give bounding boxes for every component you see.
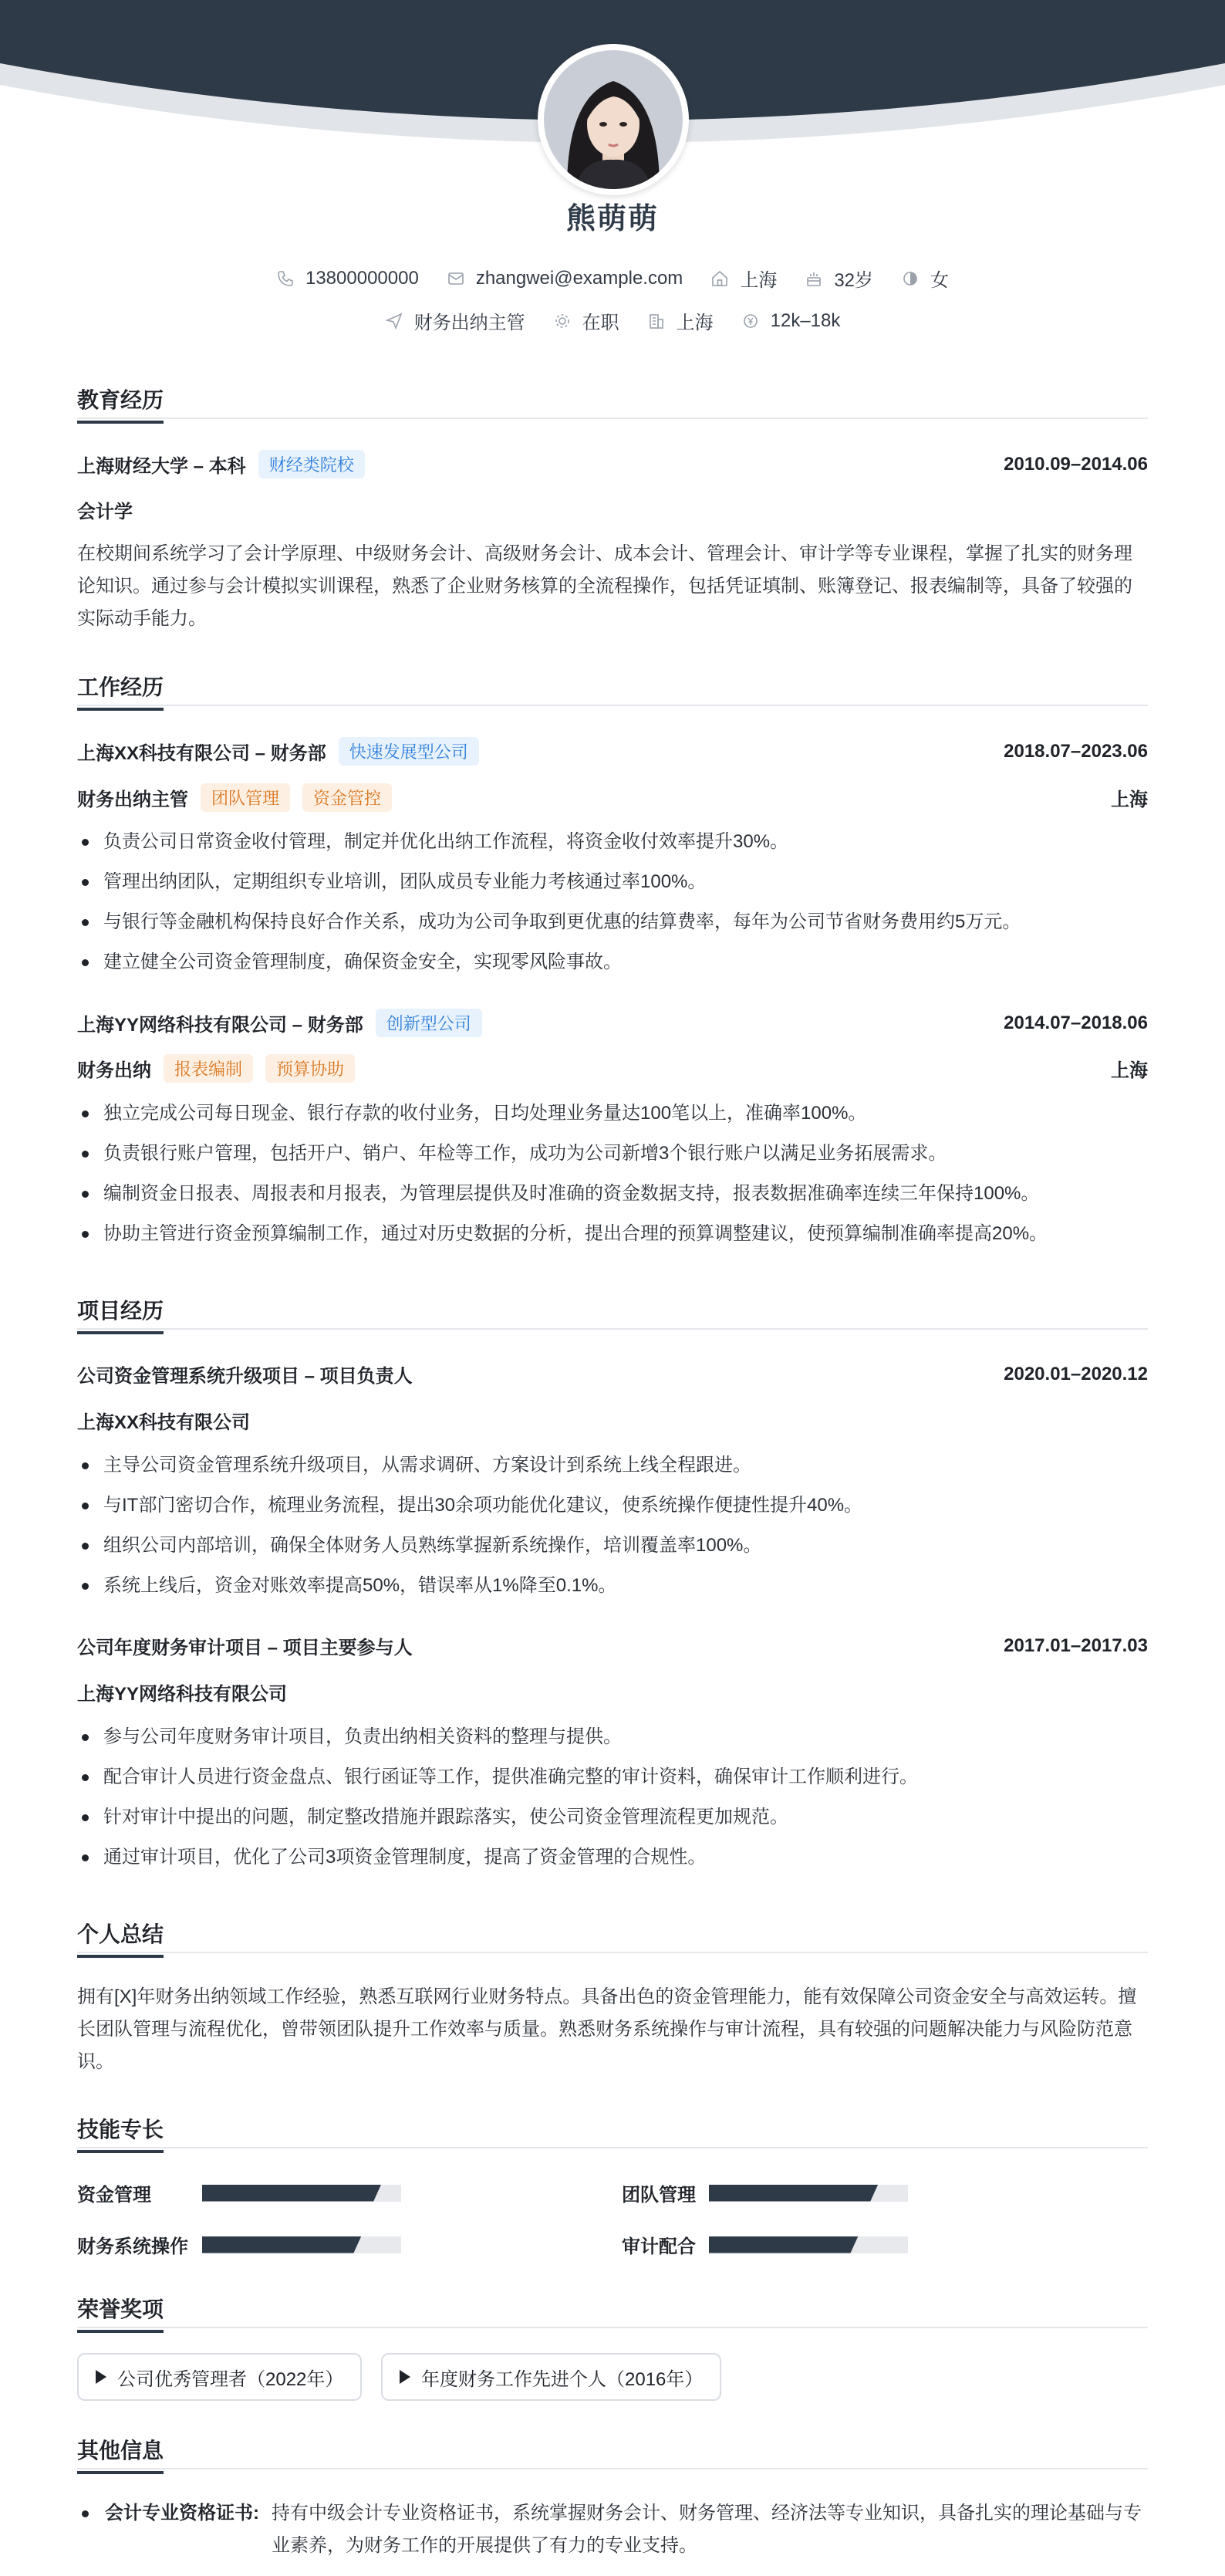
skill-bar (709, 2185, 908, 2202)
section-title-awards: 荣誉奖项 (77, 2293, 164, 2324)
work-position: 财务出纳主管 (77, 789, 188, 810)
education-header (77, 450, 1148, 478)
list-item: 主导公司资金管理系统升级项目，从需求调研、方案设计到系统上线全程跟进。 (77, 1445, 1148, 1486)
section-divider (77, 418, 1148, 419)
skill-tag: 资金管控 (302, 783, 392, 812)
email-text: zhangwei@example.com (475, 267, 683, 289)
school-degree: 上海财经大学 – 本科 (77, 456, 246, 477)
city-text: 上海 (740, 270, 778, 291)
skill-bar-fill (709, 2185, 878, 2202)
job-title-item (385, 307, 525, 334)
project-company-row (77, 1678, 1148, 1706)
list-item: 负责公司日常资金收付管理，制定并优化出纳工作流程，将资金收付效率提升30%。 (77, 822, 1148, 862)
home-icon (710, 269, 729, 288)
skill-item (622, 2179, 908, 2206)
status-text: 在职 (582, 313, 619, 333)
section-divider (77, 2327, 1148, 2328)
project-bullets (77, 1445, 1148, 1606)
section-divider (77, 2468, 1148, 2470)
list-item: 管理出纳团队，定期组织专业培训，团队成员专业能力考核通过率100%。 (77, 862, 1148, 902)
skill-bar (202, 2236, 401, 2253)
job-title-text: 财务出纳主管 (413, 313, 525, 333)
project-header (77, 1361, 1148, 1388)
list-item: 协助主管进行资金预算编制工作，通过对历史数据的分析，提出合理的预算调整建议，使预算编制准确率提高20%。 (77, 1214, 1148, 1254)
phone-icon (276, 269, 295, 288)
section-divider (77, 705, 1148, 706)
city-item (710, 265, 777, 292)
list-item: 参与公司年度财务审计项目，负责出纳相关资料的整理与提供。 (77, 1717, 1148, 1757)
award-text: 年度财务工作先进个人（2016年） (421, 2368, 704, 2390)
contact-info-row (0, 265, 1225, 292)
list-item: 独立完成公司每日现金、银行存款的收付业务，日均处理业务量达100笔以上，准确率100%。 (77, 1094, 1148, 1134)
education-date: 2010.09–2014.06 (1004, 453, 1148, 475)
bullet-dot (82, 2510, 89, 2517)
section-title-skills: 技能专长 (77, 2113, 164, 2144)
section-divider (77, 1952, 1148, 1953)
list-item: 配合审计人员进行资金盘点、银行函证等工作，提供准确完整的审计资料，确保审计工作顺利进行。 (77, 1757, 1148, 1797)
play-icon (96, 2370, 106, 2384)
education-major: 会计学 (77, 502, 133, 522)
email-item (447, 268, 683, 289)
project-company: 上海YY网络科技有限公司 (77, 1684, 288, 1705)
section-title-projects: 项目经历 (77, 1294, 164, 1325)
section-title-work: 工作经历 (77, 671, 164, 701)
skill-name: 财务系统操作 (77, 2236, 188, 2257)
job-intent-row (0, 307, 1225, 334)
gender-item (901, 265, 949, 292)
skill-name: 团队管理 (622, 2185, 696, 2206)
gender-text: 女 (930, 270, 950, 291)
salary-item (741, 310, 841, 332)
list-item: 与IT部门密切合作，梳理业务流程，提出30余项功能优化建议，使系统操作便捷性提升40%。 (77, 1486, 1148, 1526)
target-city-text: 上海 (676, 313, 714, 333)
project-bullets (77, 1717, 1148, 1878)
phone-item (276, 268, 419, 289)
summary-text: 拥有[X]年财务出纳领域工作经验，熟悉互联网行业财务特点。具备出色的资金管理能力，能有效保障公司资金安全与高效运转。擅长团队管理与流程优化，曾带领团队提升工作效率与质量。熟悉财务系统操作与审计流程，具有较强的问题解决能力与风险防范意识。 (77, 1986, 1137, 2072)
section-title-other: 其他信息 (77, 2434, 164, 2465)
work-date: 2018.07–2023.06 (1004, 740, 1148, 762)
candidate-name: 熊萌萌 (565, 203, 659, 235)
section-title-summary: 个人总结 (77, 1918, 164, 1949)
phone-text: 13800000000 (305, 267, 419, 289)
work-position-row (77, 1054, 1148, 1083)
skill-bar (202, 2185, 401, 2202)
skill-item (77, 2231, 401, 2258)
skill-bar-fill (709, 2236, 859, 2253)
skill-item (77, 2179, 401, 2206)
work-header (77, 1009, 1148, 1037)
list-item: 编制资金日报表、周报表和月报表，为管理层提供及时准确的资金数据支持，报表数据准确率连续三年保持100%。 (77, 1174, 1148, 1214)
list-item: 建立健全公司资金管理制度，确保资金安全，实现零风险事故。 (77, 942, 1148, 982)
school-tag: 财经类院校 (258, 450, 365, 478)
age-item (805, 265, 873, 292)
list-item: 通过审计项目，优化了公司3项资金管理制度，提高了资金管理的合规性。 (77, 1837, 1148, 1878)
project-company-row (77, 1407, 1148, 1434)
status-item (553, 307, 619, 334)
work-company: 上海YY网络科技有限公司 – 财务部 (77, 1015, 363, 1036)
skill-name: 审计配合 (622, 2236, 696, 2257)
skill-name: 资金管理 (77, 2185, 151, 2206)
work-bullets (77, 1094, 1148, 1254)
award-text: 公司优秀管理者（2022年） (117, 2368, 344, 2390)
other-info-item (77, 2497, 1148, 2562)
award-badge (381, 2353, 721, 2401)
work-position: 财务出纳 (77, 1060, 151, 1081)
education-major-row (77, 496, 1148, 523)
skill-bar-fill (202, 2185, 381, 2202)
section-title-education: 教育经历 (77, 384, 164, 414)
project-date: 2017.01–2017.03 (1004, 1635, 1148, 1656)
work-bullets (77, 822, 1148, 982)
age-text: 32岁 (834, 270, 874, 291)
play-icon (400, 2370, 410, 2384)
list-item: 系统上线后，资金对账效率提高50%，错误率从1%降至0.1%。 (77, 1566, 1148, 1606)
skill-tag: 报表编制 (164, 1054, 253, 1083)
section-divider (77, 2147, 1148, 2148)
other-info-value: 持有中级会计专业资格证书，系统掌握财务会计、财务管理、经济法等专业知识，具备扎实的理论基础与专业素养，为财务工作的开展提供了有力的专业支持。 (272, 2503, 1142, 2556)
gender-icon (901, 269, 920, 288)
work-date: 2014.07–2018.06 (1004, 1012, 1148, 1033)
company-tag: 快速发展型公司 (339, 737, 479, 766)
other-info-key: 会计专业资格证书: (105, 2503, 259, 2524)
award-badge (77, 2353, 362, 2401)
project-company: 上海XX科技有限公司 (77, 1412, 251, 1433)
work-company: 上海XX科技有限公司 – 财务部 (77, 743, 326, 764)
mail-icon (447, 269, 465, 288)
money-icon (741, 312, 760, 330)
company-tag: 创新型公司 (376, 1009, 482, 1037)
work-header (77, 737, 1148, 766)
project-title: 公司年度财务审计项目 – 项目主要参与人 (77, 1638, 413, 1658)
work-location: 上海 (1111, 789, 1148, 810)
salary-text: 12k–18k (770, 309, 841, 331)
work-location: 上海 (1111, 1060, 1148, 1081)
section-divider (77, 1328, 1148, 1330)
work-position-row (77, 783, 1148, 812)
project-title: 公司资金管理系统升级项目 – 项目负责人 (77, 1366, 413, 1387)
skill-bar (709, 2236, 908, 2253)
skill-tag: 预算协助 (265, 1054, 355, 1083)
skill-tag: 团队管理 (201, 783, 290, 812)
list-item: 与银行等金融机构保持良好合作关系，成功为公司争取到更优惠的结算费率，每年为公司节省财务费用约5万元。 (77, 902, 1148, 942)
list-item: 组织公司内部培训，确保全体财务人员熟练掌握新系统操作，培训覆盖率100%。 (77, 1526, 1148, 1566)
send-icon (385, 312, 403, 330)
skill-item (622, 2231, 908, 2258)
avatar (538, 44, 689, 195)
project-header (77, 1632, 1148, 1659)
status-gear-icon (553, 312, 572, 330)
education-description: 在校期间系统学习了会计学原理、中级财务会计、高级财务会计、成本会计、管理会计、审计学等专业课程，掌握了扎实的财务理论知识。通过参与会计模拟实训课程，熟悉了企业财务核算的全流程操作，包括凭证填制、账簿登记、报表编制等，具备了较强的实际动手能力。 (77, 543, 1132, 629)
building-icon (647, 312, 666, 330)
list-item: 针对审计中提出的问题，制定整改措施并跟踪落实，使公司资金管理流程更加规范。 (77, 1797, 1148, 1837)
project-date: 2020.01–2020.12 (1004, 1363, 1148, 1384)
list-item: 负责银行账户管理，包括开户、销户、年检等工作，成功为公司新增3个银行账户以满足业务拓展需求。 (77, 1134, 1148, 1174)
skill-bar-fill (202, 2236, 361, 2253)
cake-icon (805, 269, 823, 288)
target-city-item (647, 307, 714, 334)
